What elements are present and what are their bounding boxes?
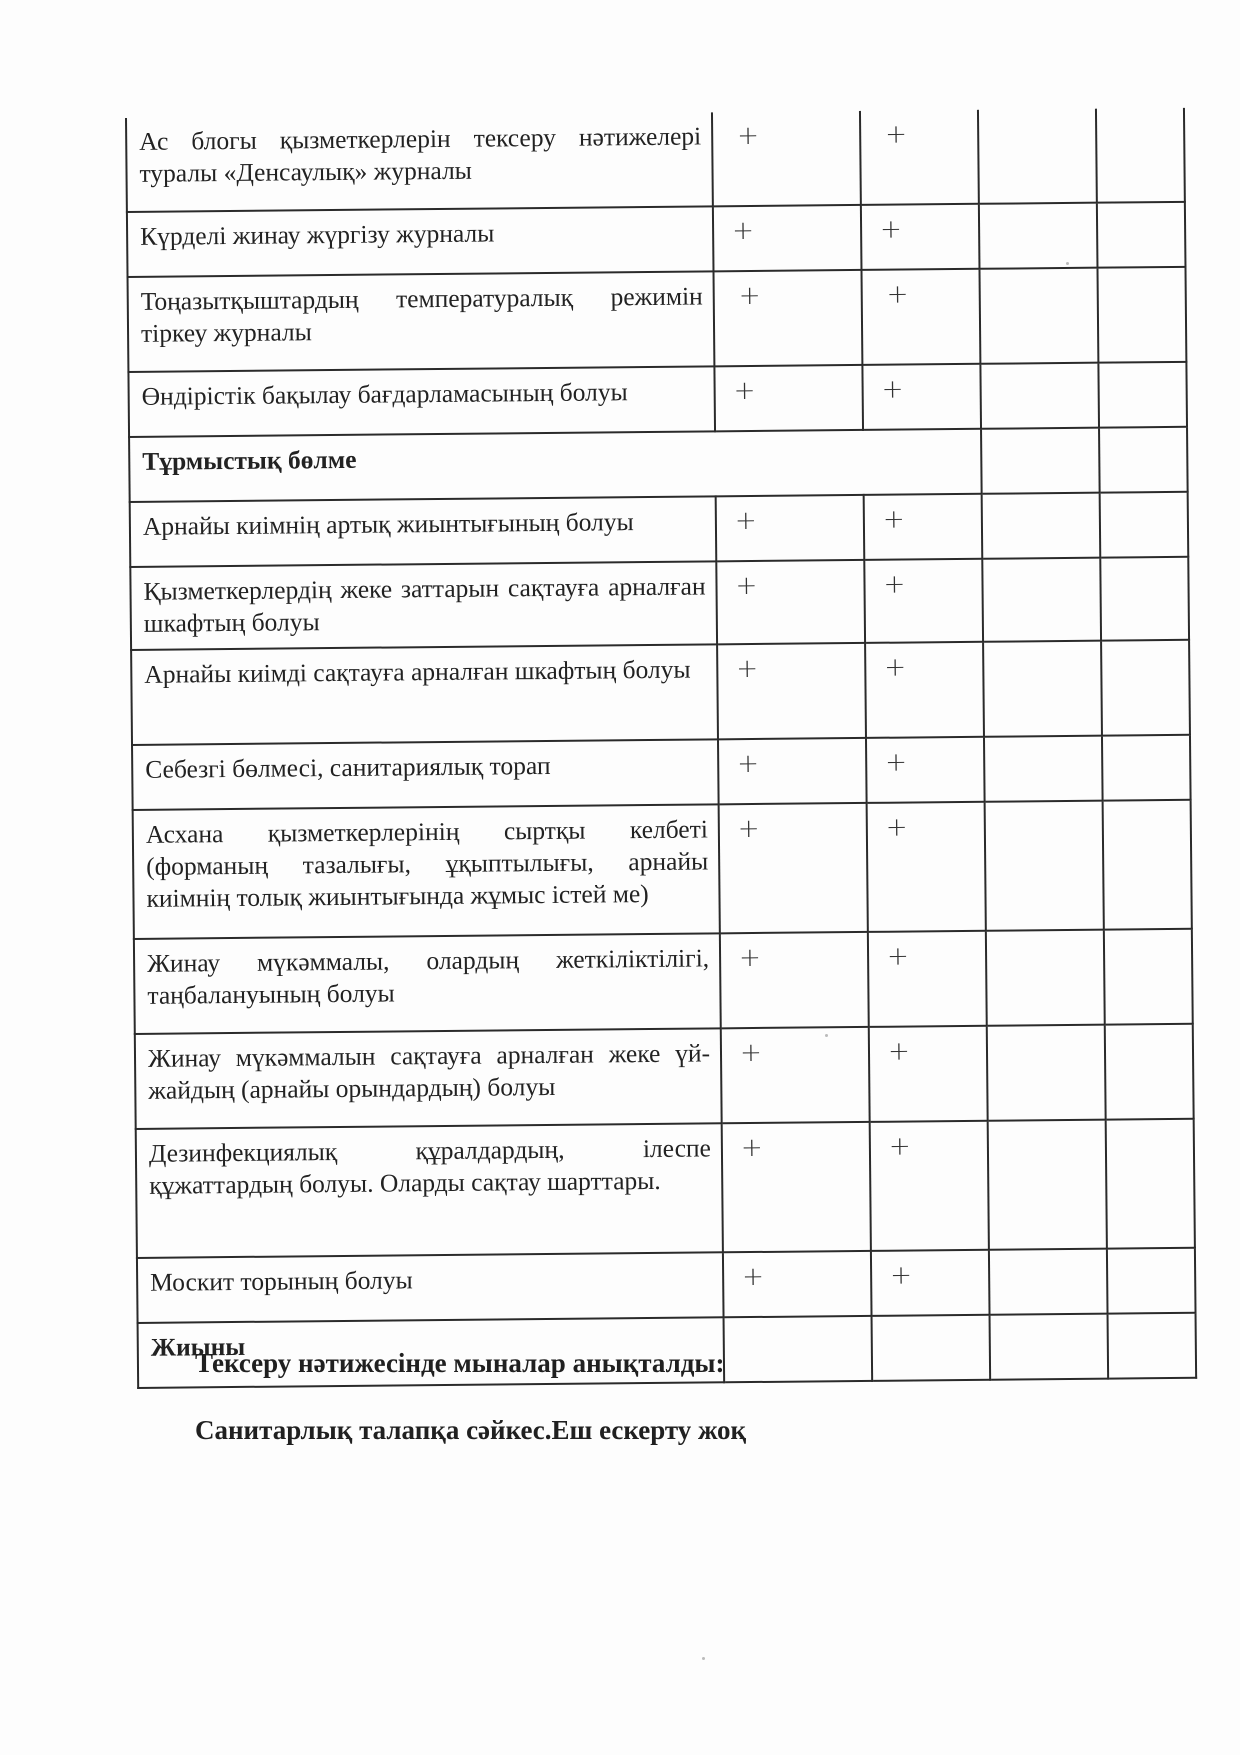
findings-heading: Тексеру нәтижесінде мыналар анықталды: [195, 1348, 725, 1378]
mark-cell [984, 736, 1103, 802]
mark-cell [981, 428, 1100, 494]
mark-cell [979, 203, 1098, 269]
mark-cell: + [862, 364, 981, 430]
row-criterion: Себезгі бөлмесі, санитариялық торап [132, 739, 719, 810]
table-row [126, 108, 1185, 212]
table-row [128, 362, 1187, 437]
mark-cell [1099, 427, 1188, 493]
scan-speck [825, 1034, 828, 1037]
mark-cell [982, 493, 1101, 559]
findings-conclusion: Санитарлық талапқа сәйкес.Еш ескерту жоқ [195, 1415, 747, 1445]
mark-cell [1105, 1024, 1194, 1120]
mark-cell: + [716, 495, 865, 561]
row-criterion: Арнайы киімнің артық жиынтығының болуы [130, 496, 717, 567]
mark-cell [989, 1249, 1108, 1315]
table-row [131, 640, 1190, 745]
mark-cell [1103, 800, 1192, 930]
table-row [134, 929, 1193, 1034]
mark-cell: + [719, 803, 868, 933]
row-criterion: Қызметкерлердің жеке заттарын сақтауға арналған шкафтың болуы [130, 561, 717, 650]
mark-cell: + [716, 560, 865, 644]
mark-cell [980, 363, 1099, 429]
total-label: Жиыны [138, 1317, 725, 1388]
mark-cell [1107, 1248, 1196, 1314]
mark-cell: + [722, 1122, 871, 1252]
section-header-row [129, 427, 1188, 502]
table-row [127, 202, 1186, 277]
scan-speck [702, 1657, 705, 1660]
mark-cell [1097, 202, 1186, 268]
row-criterion: Асхана қызметкерлерінің сыртқы келбеті (форманың тазалығы, ұқыптылығы, арнайы киімнің толық жиынтығында жұмыс істей ме) [133, 804, 720, 939]
inspection-checklist-table [125, 108, 1197, 1389]
mark-cell: + [867, 802, 986, 932]
mark-cell [983, 641, 1102, 737]
mark-cell: + [869, 1026, 988, 1122]
mark-cell: + [864, 494, 983, 560]
mark-cell: + [868, 931, 987, 1027]
row-criterion: Өндірістік бақылау бағдарламасының болуы [128, 366, 715, 437]
mark-cell [1101, 640, 1190, 736]
mark-cell [1102, 735, 1191, 801]
mark-cell [1097, 267, 1186, 363]
mark-cell: + [723, 1251, 872, 1317]
mark-cell [985, 801, 1104, 931]
row-criterion: Жинау мүкәммалын сақтауға арналған жеке үй-жайдың (арнайы орындардың) болуы [135, 1028, 722, 1129]
mark-cell [987, 1025, 1106, 1121]
mark-cell [982, 558, 1101, 642]
mark-cell: + [713, 205, 862, 271]
table-row [128, 267, 1187, 372]
mark-cell: + [714, 365, 863, 431]
mark-cell [979, 268, 1098, 364]
mark-cell [978, 109, 1097, 204]
table-row [137, 1248, 1196, 1323]
mark-cell: + [721, 1027, 870, 1123]
mark-cell [1106, 1119, 1195, 1249]
row-criterion: Дезинфекциялық құралдардың, ілеспе құжаттардың болуы. Оларды сақтау шарттары. [136, 1123, 723, 1258]
mark-cell [988, 1120, 1107, 1250]
mark-cell [1104, 929, 1193, 1025]
mark-cell: + [861, 204, 980, 270]
mark-cell: + [865, 642, 984, 738]
mark-cell [986, 930, 1105, 1026]
mark-cell [1100, 492, 1189, 558]
section-title: Тұрмыстық бөлме [129, 429, 982, 502]
total-cell [1108, 1313, 1197, 1379]
mark-cell: + [871, 1250, 990, 1316]
mark-cell: + [866, 737, 985, 803]
table-row [130, 557, 1189, 650]
mark-cell: + [870, 1121, 989, 1251]
table-row [133, 800, 1192, 939]
row-criterion: Москит торының болуы [137, 1252, 724, 1323]
mark-cell: + [860, 110, 979, 205]
mark-cell [1100, 557, 1189, 641]
table-row [132, 735, 1191, 810]
mark-cell: + [720, 932, 869, 1028]
row-criterion: Ас блогы қызметкерлерін тексеру нәтижелері туралы «Денсаулық» журналы [126, 112, 713, 212]
mark-cell: + [717, 643, 866, 739]
mark-cell [1098, 362, 1187, 428]
mark-cell: + [713, 270, 862, 366]
row-criterion: Жинау мүкәммалы, олардың жеткіліктілігі, таңбалануының болуы [134, 933, 721, 1034]
table-row [135, 1024, 1194, 1129]
table-row [136, 1119, 1195, 1258]
mark-cell [1096, 108, 1185, 203]
row-criterion: Тоңазытқыштардың температуралық режимін тіркеу журналы [128, 271, 715, 372]
scan-speck [1066, 262, 1069, 265]
mark-cell: + [864, 559, 983, 643]
row-criterion: Күрделі жинау жүргізу журналы [127, 206, 714, 277]
row-criterion: Арнайы киімді сақтауға арналған шкафтың болуы [131, 644, 718, 745]
table-row [130, 492, 1189, 567]
mark-cell: + [718, 738, 867, 804]
mark-cell: + [861, 269, 980, 365]
mark-cell: + [712, 111, 861, 206]
